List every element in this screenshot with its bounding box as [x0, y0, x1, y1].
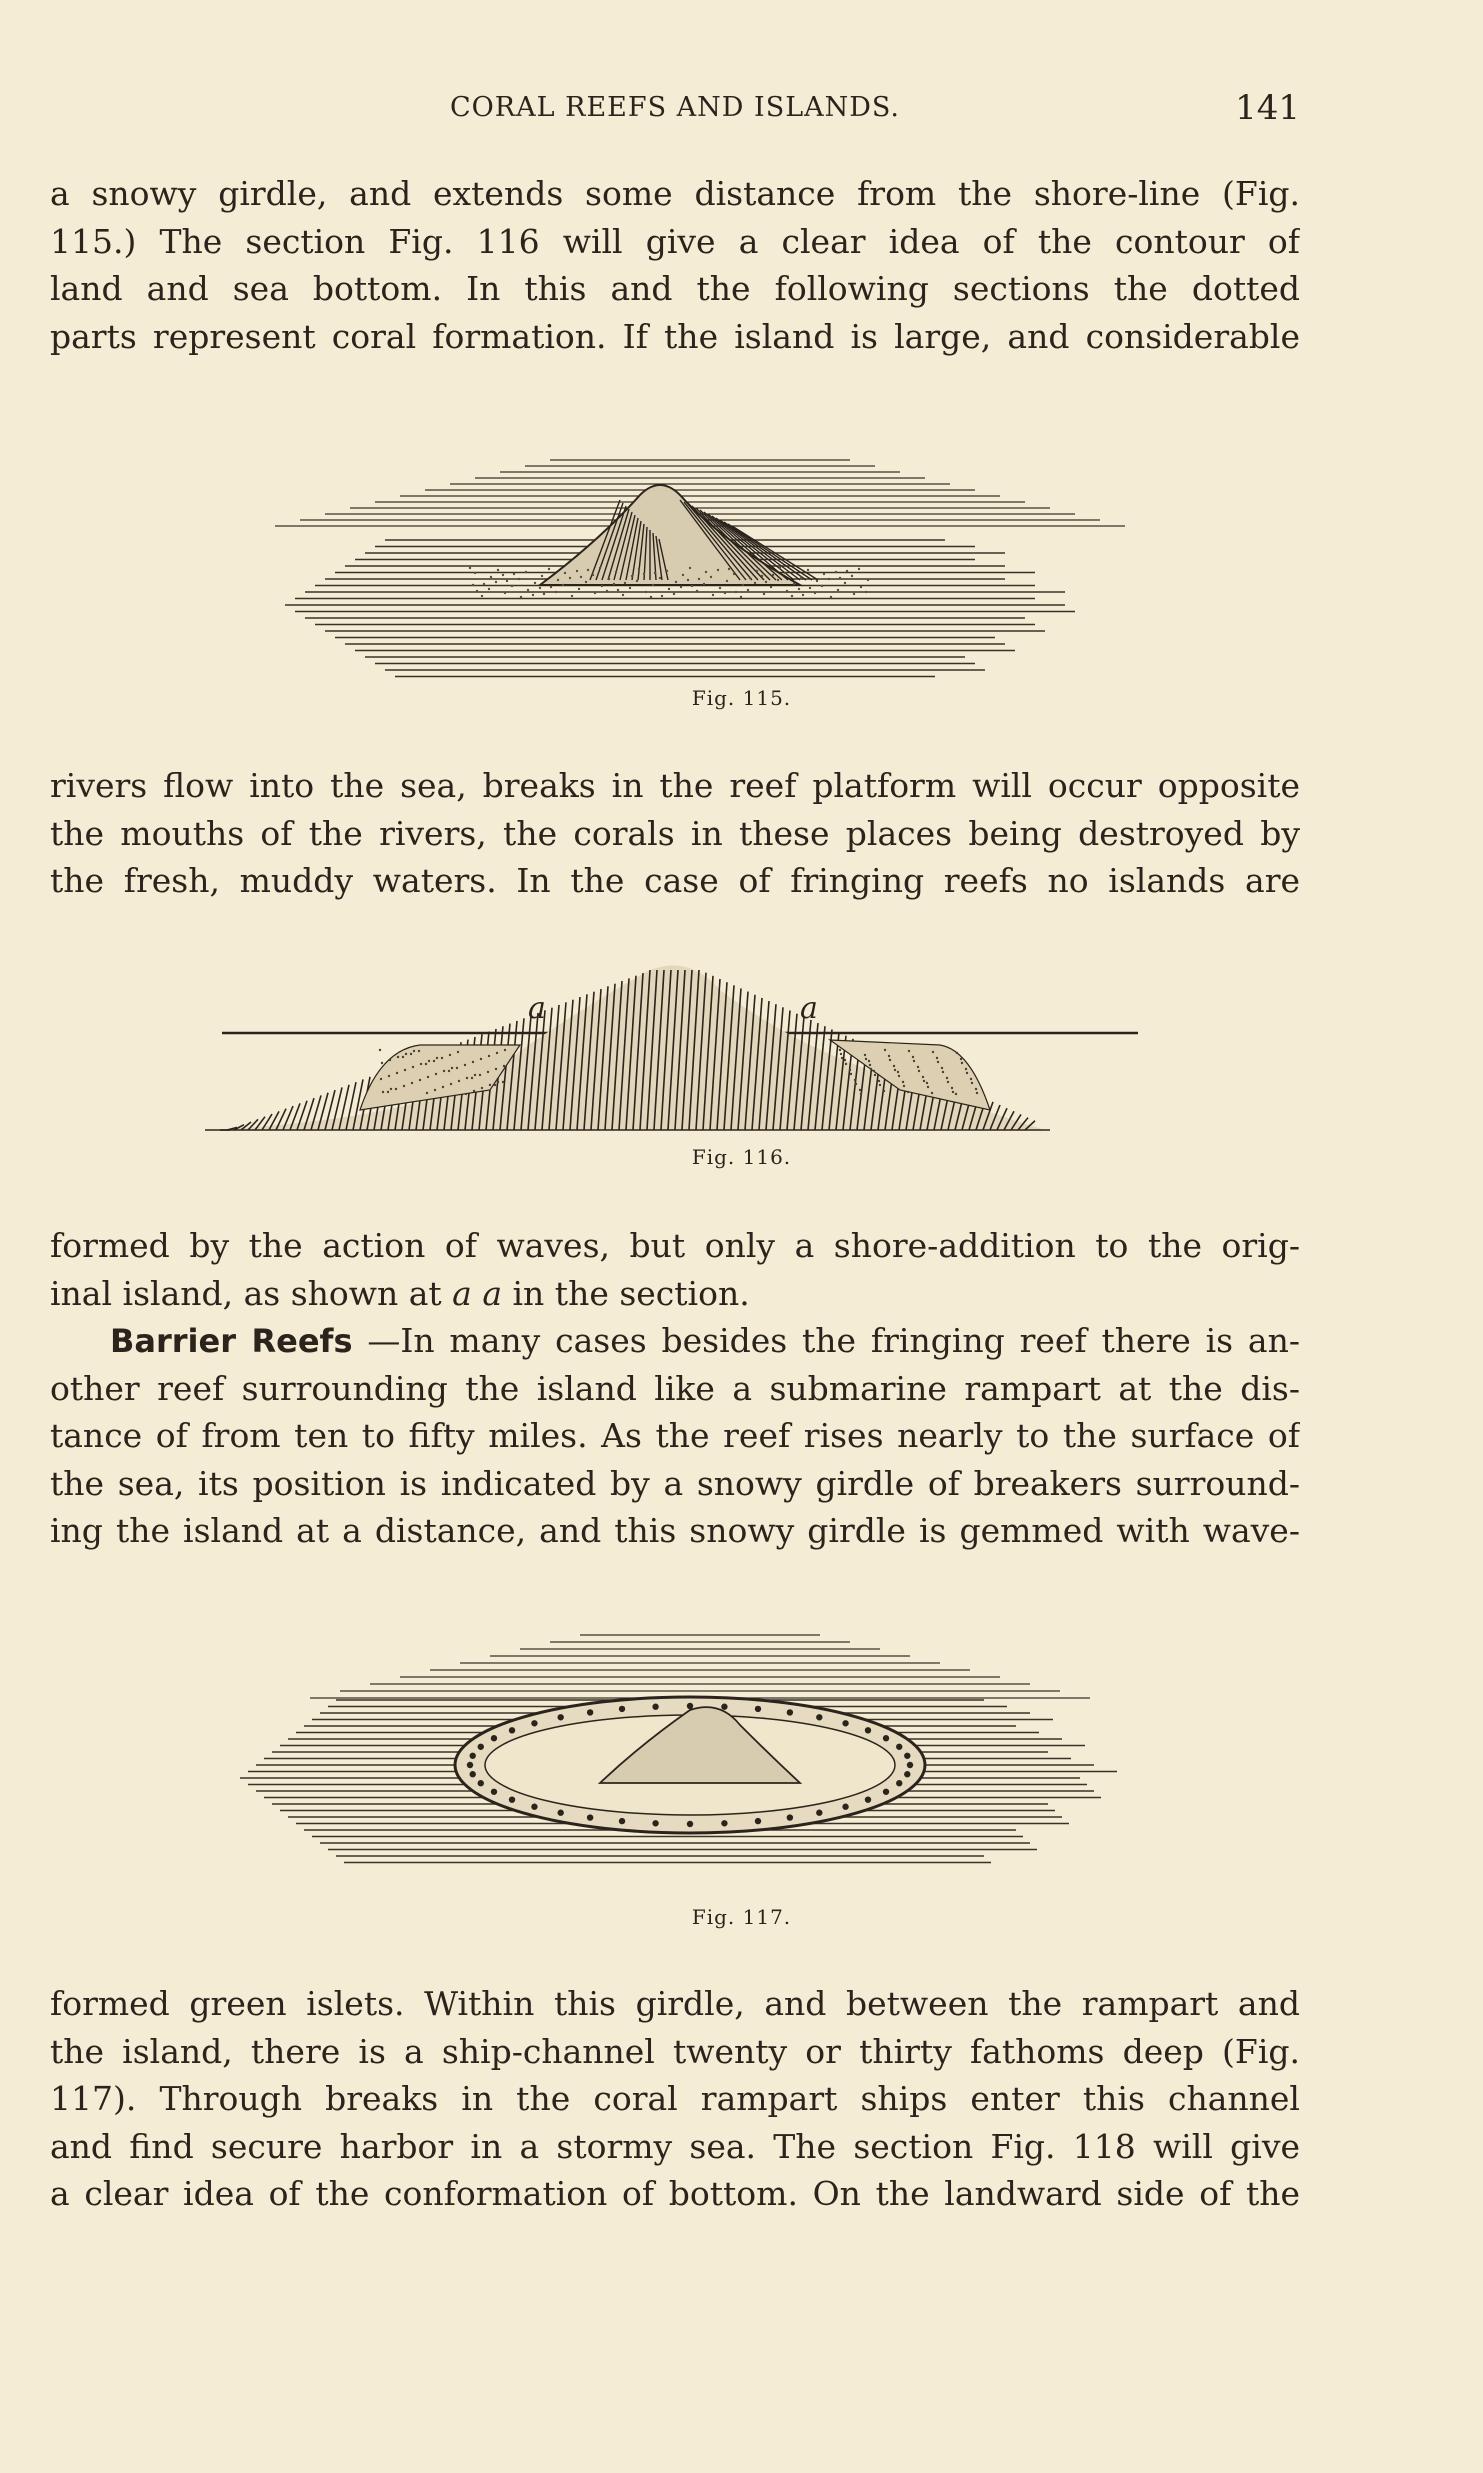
text-line: the island, there is a ship-channel twenty or thirty fathoms deep (Fig.: [50, 2031, 1300, 2071]
text-line: formed green islets. Within this girdle, and between the rampart and: [50, 1984, 1300, 2023]
text-line: a snowy girdle, and extends some distance from the shore-line (Fig.: [50, 174, 1300, 213]
figure-115: [0, 420, 1483, 720]
text-line: tance of from ten to fifty miles. As the reef rises nearly to the surface of: [50, 1416, 1300, 1455]
running-title: CORAL REEFS AND ISLANDS.: [449, 92, 901, 123]
label-a-left: a: [528, 991, 546, 1026]
fig-116-section: [0, 950, 1483, 1150]
text-line: land and sea bottom. In this and the following sections the dotted: [50, 269, 1300, 308]
fig-115-engraving: [0, 420, 1483, 700]
paragraph-5: [50, 1980, 1300, 2218]
text-line: formed by the action of waves, but only a shore-addition to the orig-: [50, 1226, 1300, 1265]
label-a-right: a: [800, 991, 818, 1026]
figure-caption: Fig. 115.: [691, 686, 792, 710]
text-line: rivers flow into the sea, breaks in the reef platform will occur opposite: [50, 766, 1300, 805]
text-line: inal island, as shown at a a in the section.: [50, 1273, 750, 1313]
text-line: parts represent coral formation. If the island is large, and considerable: [50, 316, 1300, 356]
fig-117-engraving: [0, 1605, 1483, 1895]
text-line: other reef surrounding the island like a submarine rampart at the dis-: [50, 1368, 1300, 1408]
text-line: the fresh, muddy waters. In the case of fringing reefs no islands are: [50, 861, 1300, 900]
paragraph-1: [50, 170, 1300, 360]
text-line: Barrier Reefs —In many cases besides the fringing reef there is an-: [110, 1321, 1300, 1360]
paragraph-2: [50, 762, 1300, 905]
figure-caption: Fig. 116.: [691, 1145, 792, 1169]
paragraph-3: [50, 1222, 1300, 1317]
figure-117: [0, 1605, 1483, 1945]
section-heading: Barrier Reefs: [110, 1322, 353, 1360]
text-line: and find secure harbor in a stormy sea. The section Fig. 118 will give: [50, 2126, 1300, 2166]
running-head: [50, 88, 1300, 138]
island-peak: [540, 485, 800, 585]
paragraph-4: [50, 1317, 1300, 1555]
page-number: 141: [1235, 88, 1300, 128]
figure-116: [0, 950, 1483, 1190]
text-line: 117). Through breaks in the coral rampart ships enter this channel: [50, 2079, 1300, 2118]
text-line: the mouths of the rivers, the corals in these places being destroyed by: [50, 813, 1300, 853]
figure-caption: Fig. 117.: [691, 1905, 792, 1929]
text-line: 115.) The section Fig. 116 will give a clear idea of the contour of: [50, 221, 1300, 261]
italic-ref: a a: [452, 1273, 503, 1313]
text-line: ing the island at a distance, and this snowy girdle is gemmed with wave-: [50, 1511, 1300, 1550]
text-line: the sea, its position is indicated by a snowy girdle of breakers surround-: [50, 1463, 1300, 1503]
text-line: a clear idea of the conformation of bottom. On the landward side of the: [50, 2174, 1300, 2213]
